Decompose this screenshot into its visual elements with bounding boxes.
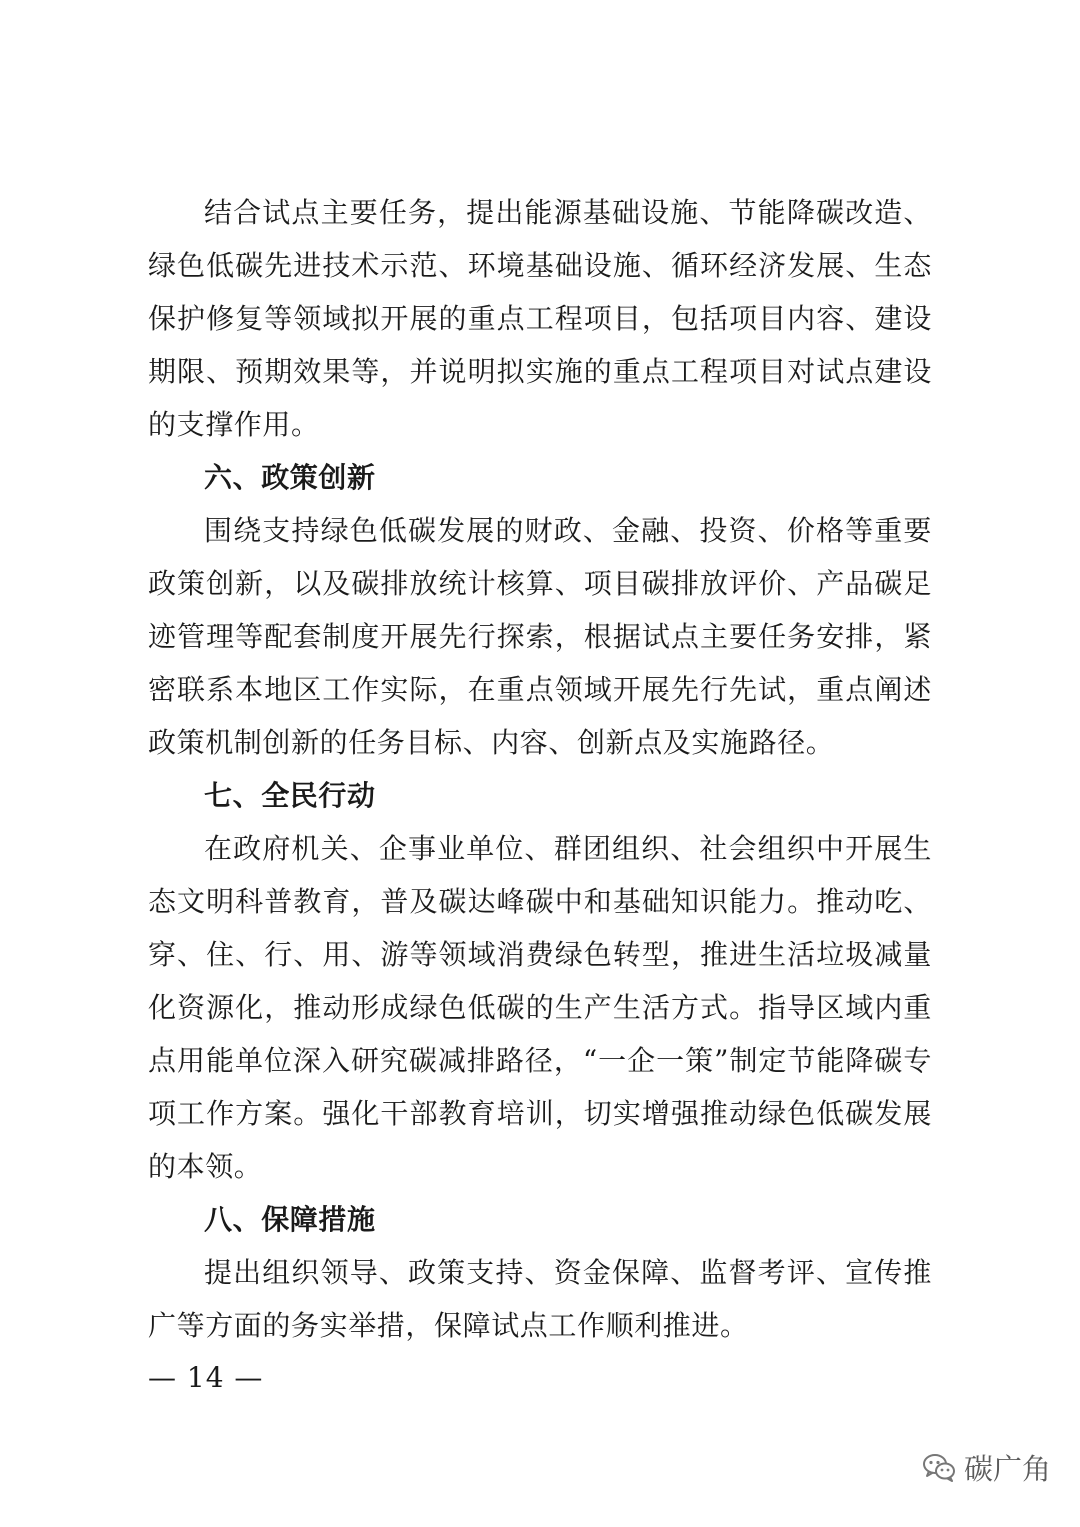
- watermark: [922, 1447, 1051, 1487]
- document-body: [148, 186, 932, 1352]
- watermark-text: 碳广角: [964, 1451, 1052, 1486]
- paragraph-policy-innovation: 围绕支持绿色低碳发展的财政、金融、投资、价格等重要政策创新，以及碳排放统计核算、项目碳排放评价、产品碳足迹管理等配套制度开展先行探索，根据试点主要任务安排，紧密联系本地区工作实际，在重点领域开展先行先试，重点阐述政策机制创新的任务目标、内容、创新点及实施路径。: [148, 514, 932, 759]
- section-heading-safeguards: 八、保障措施: [204, 1203, 376, 1236]
- wechat-icon: [922, 1452, 956, 1482]
- paragraph-safeguards: 提出组织领导、政策支持、资金保障、监督考评、宣传推广等方面的务实举措，保障试点工作顺利推进。: [148, 1256, 932, 1342]
- section-heading-public-action: 七、全民行动: [204, 779, 376, 812]
- paragraph-public-action: 在政府机关、企事业单位、群团组织、社会组织中开展生态文明科普教育，普及碳达峰碳中和基础知识能力。推动吃、穿、住、行、用、游等领域消费绿色转型，推进生活垃圾减量化资源化，推动形成绿色低碳的生产生活方式。指导区域内重点用能单位深入研究碳减排路径，“一企一策”制定节能降碳专项工作方案。强化干部教育培训，切实增强推动绿色低碳发展的本领。: [148, 832, 932, 1183]
- section-heading-policy-innovation: 六、政策创新: [204, 461, 376, 494]
- page-number: — 14 —: [148, 1361, 264, 1394]
- paragraph-key-projects: 结合试点主要任务，提出能源基础设施、节能降碳改造、绿色低碳先进技术示范、环境基础设施、循环经济发展、生态保护修复等领域拟开展的重点工程项目，包括项目内容、建设期限、预期效果等，并说明拟实施的重点工程项目对试点建设的支撑作用。: [148, 196, 932, 441]
